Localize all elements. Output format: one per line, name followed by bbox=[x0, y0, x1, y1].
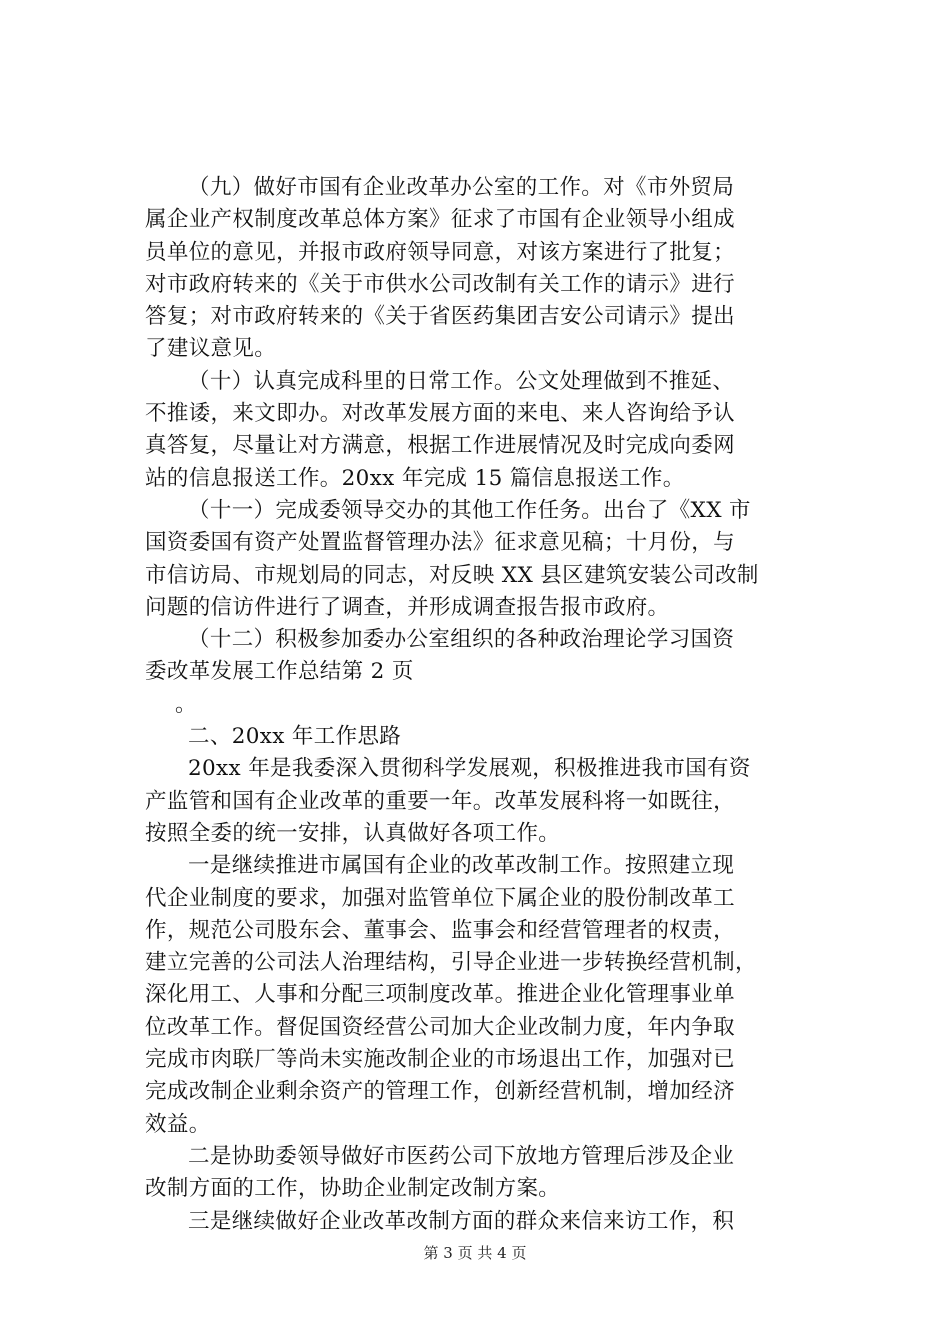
text-line: 二是协助委领导做好市医药公司下放地方管理后涉及企业 bbox=[188, 1143, 735, 1169]
text-line: 答复；对市政府转来的《关于省医药集团吉安公司请示》提出 bbox=[145, 304, 735, 330]
text-line: 改制方面的工作，协助企业制定改制方案。 bbox=[145, 1176, 561, 1202]
text-line: 员单位的意见，并报市政府领导同意，对该方案进行了批复； bbox=[145, 239, 735, 265]
text-line: 问题的信访件进行了调查，并形成调查报告报市政府。 bbox=[145, 594, 670, 620]
text-line: 20xx 年是我委深入贯彻科学发展观，积极推进我市国有资 bbox=[188, 756, 751, 782]
section-heading: 二、20xx 年工作思路 bbox=[188, 724, 402, 750]
page-number: 第 3 页 bbox=[423, 1244, 473, 1262]
text-line: （十一）完成委领导交办的其他工作任务。出台了《XX 市 bbox=[188, 497, 751, 523]
text-line: 三是继续做好企业改革改制方面的群众来信来访工作，积 bbox=[188, 1208, 735, 1234]
document-body bbox=[145, 172, 835, 1238]
text-line: 市信访局、市规划局的同志，对反映 XX 县区建筑安装公司改制 bbox=[145, 562, 759, 588]
text-line: 完成改制企业剩余资产的管理工作，创新经营机制，增加经济 bbox=[145, 1079, 735, 1105]
text-line: 建立完善的公司法人治理结构，引导企业进一步转换经营机制， bbox=[145, 950, 757, 976]
text-line: 站的信息报送工作。20xx 年完成 15 篇信息报送工作。 bbox=[145, 465, 685, 491]
text-line: 位改革工作。督促国资经营公司加大企业改制力度，年内争取 bbox=[145, 1014, 735, 1040]
text-line: 属企业产权制度改革总体方案》征求了市国有企业领导小组成 bbox=[145, 207, 735, 233]
text-line: 不推诿，来文即办。对改革发展方面的来电、来人咨询给予认 bbox=[145, 401, 735, 427]
text-line: 。 bbox=[175, 691, 197, 717]
text-line: 按照全委的统一安排，认真做好各项工作。 bbox=[145, 820, 561, 846]
text-line: 国资委国有资产处置监督管理办法》征求意见稿；十月份，与 bbox=[145, 530, 735, 556]
text-line: 真答复，尽量让对方满意，根据工作进展情况及时完成向委网 bbox=[145, 433, 735, 459]
text-line: 委改革发展工作总结第 2 页 bbox=[145, 659, 414, 685]
text-line: 产监管和国有企业改革的重要一年。改革发展科将一如既往， bbox=[145, 788, 735, 814]
page-total: 共 4 页 bbox=[477, 1244, 527, 1262]
text-line: （九）做好市国有企业改革办公室的工作。对《市外贸局 bbox=[188, 175, 735, 200]
page-footer bbox=[0, 1243, 950, 1263]
text-line: 了建议意见。 bbox=[145, 336, 277, 362]
text-line: 完成市肉联厂等尚未实施改制企业的市场退出工作，加强对已 bbox=[145, 1047, 735, 1073]
text-line: （十）认真完成科里的日常工作。公文处理做到不推延、 bbox=[188, 368, 735, 394]
text-line: 代企业制度的要求，加强对监管单位下属企业的股份制改革工 bbox=[145, 885, 735, 911]
text-line: 一是继续推进市属国有企业的改革改制工作。按照建立现 bbox=[188, 853, 735, 879]
text-line: 深化用工、人事和分配三项制度改革。推进企业化管理事业单 bbox=[145, 982, 735, 1008]
text-line: 效益。 bbox=[145, 1111, 211, 1137]
text-line: （十二）积极参加委办公室组织的各种政治理论学习国资 bbox=[188, 627, 735, 653]
text-line: 对市政府转来的《关于市供水公司改制有关工作的请示》进行 bbox=[145, 271, 735, 297]
text-line: 作，规范公司股东会、董事会、监事会和经营管理者的权责， bbox=[145, 917, 735, 943]
